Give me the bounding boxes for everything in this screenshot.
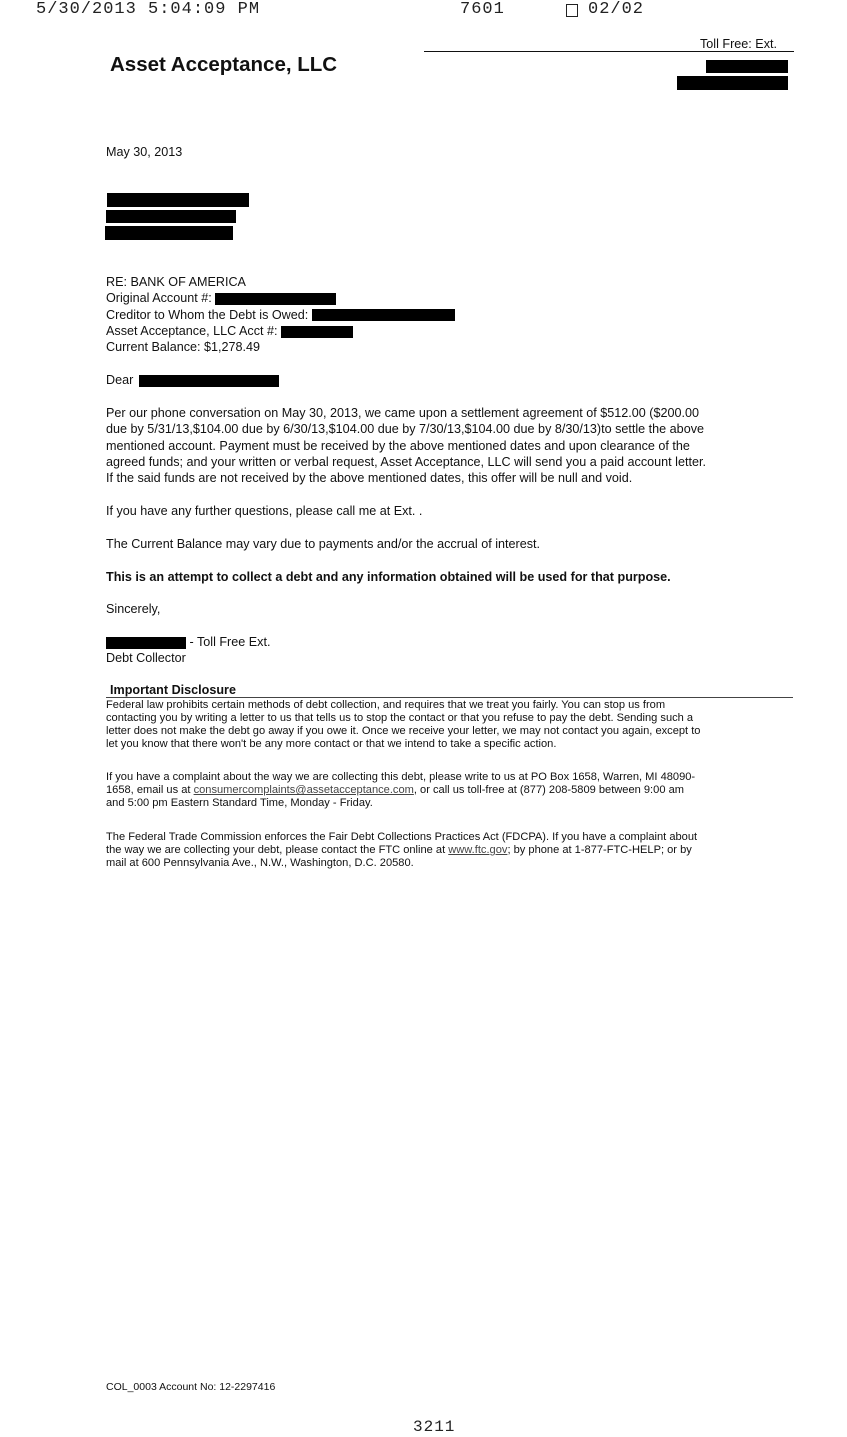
signature-phone-line	[106, 634, 270, 650]
paragraph-line: let you know that there won't be any more contact or that we intend to take a specific action.	[106, 738, 557, 751]
redacted-address-line	[107, 193, 249, 207]
paragraph-line: and 5:00 pm Eastern Standard Time, Monday - Friday.	[106, 797, 373, 810]
disclosure-paragraph-2	[106, 771, 695, 810]
disclosure-paragraph-1	[106, 699, 700, 751]
re-block	[106, 274, 455, 355]
redaction-block	[215, 293, 336, 305]
acct-label: Asset Acceptance, LLC Acct #:	[106, 323, 278, 338]
closing: Sincerely,	[106, 602, 161, 616]
text-segment: ; by phone at 1-877-FTC-HELP; or by	[507, 844, 692, 857]
redacted-address-line	[105, 226, 233, 240]
fax-number: 7601	[460, 0, 505, 19]
redacted-address-line	[106, 210, 236, 223]
acct-line	[106, 323, 455, 339]
redaction-block	[106, 637, 186, 649]
letter-date: May 30, 2013	[106, 145, 183, 159]
creditor-label: Creditor to Whom the Debt is Owed:	[106, 307, 309, 322]
signature-block	[106, 634, 270, 667]
paragraph-line: Federal law prohibits certain methods of debt collection, and requires that we treat you fairly. You can stop us from	[106, 699, 666, 711]
text-segment: the way we are collecting your debt, please contact the FTC online at	[106, 844, 449, 857]
redaction-block	[281, 326, 353, 338]
redaction-block	[706, 60, 788, 73]
redaction-block	[677, 76, 788, 90]
text-segment: , or call us toll-free at (877) 208-5809 between 9:00 am	[413, 784, 684, 797]
paragraph-line: The Federal Trade Commission enforces the Fair Debt Collections Practices Act (FDCPA). If you have a complaint about	[106, 831, 698, 843]
fax-datetime: 5/30/2013 5:04:09 PM	[36, 0, 261, 19]
original-account-label: Original Account #:	[106, 291, 212, 306]
paragraph-line: due by 5/31/13,$104.00 due by 6/30/13,$104.00 due by 7/30/13,$104.00 due by 8/30/13)to settle the above	[106, 422, 704, 437]
paragraph-line	[106, 844, 697, 857]
signature-phone: - Toll Free Ext.	[189, 635, 271, 649]
creditor-line	[106, 307, 455, 323]
text-segment: 1658, email us at	[106, 784, 194, 797]
paragraph-line: mail at 600 Pennsylvania Ave., N.W., Washington, D.C. 20580.	[106, 857, 414, 870]
paragraph-line: If you have a complaint about the way we are collecting this debt, please write to us at PO Box 1658, Warren, MI 48090-	[106, 771, 696, 783]
re-subject: RE: BANK OF AMERICA	[106, 275, 246, 289]
current-balance: Current Balance: $1,278.49	[106, 340, 261, 355]
letterhead-rule	[424, 51, 794, 52]
company-name: Asset Acceptance, LLC	[110, 53, 338, 76]
disclosure-heading: Important Disclosure	[110, 683, 236, 697]
disclosure-paragraph-3	[106, 831, 697, 870]
balance-paragraph: The Current Balance may vary due to payments and/or the accrual of interest.	[106, 537, 541, 551]
settlement-paragraph	[106, 405, 706, 486]
paragraph-line: If the said funds are not received by the above mentioned dates, this offer will be null and void.	[106, 471, 633, 486]
disclosure-rule	[106, 697, 793, 698]
questions-paragraph: If you have any further questions, please call me at Ext. .	[106, 504, 423, 518]
original-account-line	[106, 290, 455, 306]
debt-collection-notice: This is an attempt to collect a debt and any information obtained will be used for that purpose.	[106, 570, 671, 584]
paragraph-line: Per our phone conversation on May 30, 2013, we came upon a settlement agreement of $512.00 ($200.00	[106, 406, 699, 420]
redaction-block	[139, 375, 279, 387]
paragraph-line: letter does not make the debt go away if you owe it. Once we receive your letter, we may not contact you again, except to	[106, 725, 701, 738]
complaints-email-link[interactable]: consumercomplaints@assetacceptance.com	[193, 784, 414, 797]
paragraph-line: mentioned account. Payment must be received by the above mentioned dates and upon clearance of the	[106, 438, 690, 453]
fax-page-icon	[566, 4, 578, 17]
page-code: 3211	[413, 1418, 456, 1436]
salutation: Dear	[106, 373, 134, 387]
paragraph-line: agreed funds; and your written or verbal request, Asset Acceptance, LLC will send you a paid account letter.	[106, 454, 706, 469]
fax-pages: 02/02	[588, 0, 645, 19]
paragraph-line: contacting you by writing a letter to us that tells us to stop the contact or that you refuse to pay the debt. Sending such a	[106, 712, 694, 725]
salutation-line	[106, 372, 279, 388]
signature-title: Debt Collector	[106, 651, 186, 666]
toll-free-header: Toll Free: Ext.	[700, 37, 777, 51]
redaction-block	[312, 309, 455, 321]
ftc-website-link[interactable]: www.ftc.gov	[448, 844, 508, 857]
paragraph-line	[106, 784, 695, 797]
footer-account-line: COL_0003 Account No: 12-2297416	[106, 1381, 276, 1393]
